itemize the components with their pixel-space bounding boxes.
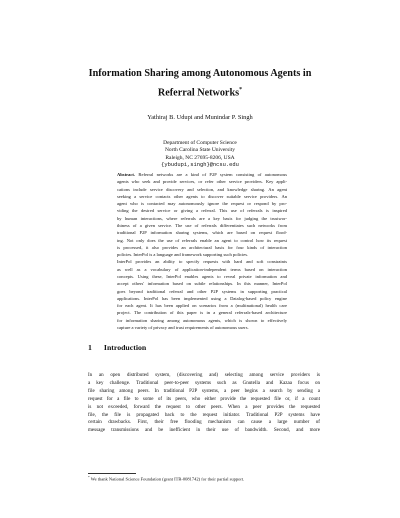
- abstract-line: [117, 186, 287, 193]
- abstract-line-text: Referral networks are a kind of P2P system consisting of autonomous: [138, 172, 287, 177]
- footnote: [88, 475, 244, 482]
- paper-authors: Yathiraj B. Udupi and Munindar P. Singh: [147, 114, 253, 121]
- paper-title: [70, 66, 330, 101]
- abstract-line: [117, 222, 287, 229]
- section-number: 1: [88, 343, 92, 352]
- abstract-line: [117, 251, 287, 258]
- intro-line: certain drawbacks. First, their free flooding mechanism can cause a large number of: [88, 419, 320, 426]
- abstract-line-text: capture a variety of privacy and trust requirements of autonomous users.: [117, 324, 249, 330]
- affiliation-department: Department of Computer Science: [163, 140, 237, 146]
- abstract-line: [117, 317, 287, 324]
- abstract-line-text: cations include service discovery and selection, and knowledge sharing. An agent: [117, 186, 287, 192]
- abstract: [117, 171, 287, 331]
- section-heading: [88, 343, 146, 352]
- abstract-line-text: agent who is contacted may autonomously ignore the request or respond by pro-: [117, 201, 287, 207]
- abstract-line-text: accept others' information based on subtle relationships. In this manner, InterPol: [117, 281, 287, 287]
- intro-line: a key challenge. Traditional peer-to-peer systems such as Gnutella and Kazaa focus on: [88, 379, 320, 386]
- title-line-1: Information Sharing among Autonomous Agents in: [88, 68, 312, 79]
- abstract-line: [117, 237, 287, 244]
- title-footnote-mark: *: [239, 87, 243, 93]
- abstract-line-text: policies. InterPol is a language and framework supporting such policies.: [117, 252, 249, 258]
- abstract-line: [117, 244, 287, 251]
- abstract-line-text: as well as a vocabulary of application-independent terms based on interaction: [117, 266, 287, 272]
- abstract-line-text: project. The contribution of this paper is in a general referrals-based architecture: [117, 310, 287, 316]
- abstract-line: [117, 258, 287, 265]
- abstract-line-text: seeking a service contacts other agents to discover suitable service providers. An: [117, 193, 287, 199]
- abstract-line: [117, 229, 287, 236]
- abstract-line-text: applications. InterPol has been implemented using a Datalog-based policy engine: [117, 295, 287, 301]
- affiliation-city: Raleigh, NC 27695-8206, USA: [165, 154, 235, 161]
- intro-line: file, the file is propagated back to the request initiator. Traditional P2P systems have: [88, 411, 320, 418]
- abstract-line-text: ing. Not only does the use of referrals enable an agent to control how its request: [117, 237, 287, 243]
- intro-line: message transmissions and be inefficient in their use of bandwidth. Second, and more: [88, 427, 320, 434]
- abstract-line: [117, 295, 287, 302]
- abstract-line: [117, 215, 287, 222]
- abstract-line-text: thiness of a given service. The use of referrals differentiates such networks from: [117, 222, 287, 228]
- section-title: Introduction: [103, 343, 147, 352]
- abstract-line-text: traditional P2P information sharing systems, which are based on request flood-: [117, 230, 287, 236]
- intro-line: file sharing among peers. In traditional P2P systems, a peer begins a search by sending a: [88, 387, 320, 394]
- footnote-text: We thank National Science Foundation (grant ITR-0081742) for their partial support.: [90, 476, 245, 482]
- abstract-line-text: InterPol provides an ability to specify requests with hard and soft constraints: [117, 259, 287, 265]
- title-line-2: Referral Networks: [157, 87, 240, 99]
- abstract-line-text: for information sharing among autonomous agents, which is shown to effectively: [117, 317, 287, 323]
- abstract-line: [117, 302, 287, 309]
- footnote-mark: *: [88, 475, 90, 479]
- footnote-rule: [88, 473, 136, 474]
- abstract-line: [117, 193, 287, 200]
- abstract-label: Abstract.: [117, 172, 139, 177]
- affiliation-university: North Carolina State University: [164, 147, 236, 154]
- abstract-line-text: by human interactions, where referrals are a key basis for judging the trustwor-: [117, 215, 287, 221]
- abstract-line: [117, 288, 287, 295]
- abstract-line: [117, 266, 287, 273]
- intro-line: In an open distributed system, (discovering and) selecting among service providers is: [88, 372, 320, 378]
- abstract-line-text: concepts. Using these, InterPol enables agents to reveal private information and: [117, 273, 287, 279]
- abstract-line-text: agents who seek and provide services, or refer other service providers. Key appli-: [117, 179, 287, 185]
- introduction-text: [88, 372, 320, 435]
- abstract-line-text: is processed, it also provides an architectural basis for four kinds of interaction: [117, 244, 287, 250]
- abstract-line: [117, 178, 287, 185]
- abstract-line-text: goes beyond traditional referral and other P2P systems in supporting practical: [117, 288, 287, 294]
- abstract-line: [117, 273, 287, 280]
- abstract-line: [117, 207, 287, 214]
- abstract-line: [117, 171, 287, 178]
- abstract-line: [117, 200, 287, 207]
- abstract-line: [117, 280, 287, 287]
- intro-line: is not exceeded, forward the request to other peers. When a peer provides the requested: [88, 403, 320, 410]
- abstract-line: [117, 309, 287, 316]
- abstract-line-text: for each agent. It has been applied on scenarios from a (multinational) health care: [117, 303, 287, 309]
- abstract-line: [117, 324, 287, 331]
- author-affiliation: [100, 140, 300, 169]
- intro-line: request for a file to some of its peers, who either provide the requested file or, if a count: [88, 395, 320, 402]
- abstract-line-text: viding the desired service or giving a referral. This use of referrals is inspired: [117, 208, 287, 214]
- affiliation-email: {ybudupi,singh}@ncsu.edu: [161, 161, 239, 168]
